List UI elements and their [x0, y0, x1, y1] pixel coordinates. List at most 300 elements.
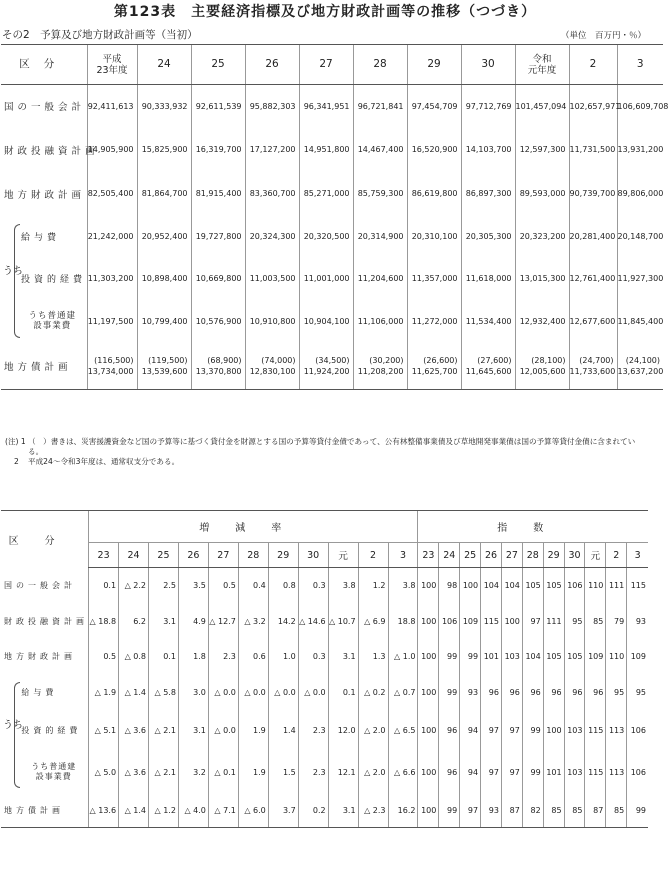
table-cell: 11,927,300 [617, 257, 663, 300]
rate-cell: △ 3.6 [119, 751, 149, 794]
page-title: 第123表 主要経済指標及び地方財政計画等の推移（つづき） [113, 4, 537, 20]
index-cell: 93 [481, 794, 502, 828]
year-header: 27 [501, 543, 522, 568]
note-text: 平成24～令和3年度は、通常収支分である。 [28, 457, 180, 466]
index-cell: 93 [627, 603, 648, 640]
table-cell: 86,897,300 [461, 172, 515, 216]
index-cell: 115 [481, 603, 502, 640]
rate-cell: 3.1 [178, 711, 208, 751]
index-cell: 85 [564, 794, 585, 828]
index-cell: 100 [418, 751, 439, 794]
table-cell: 89,593,000 [515, 172, 569, 216]
index-cell: 100 [418, 674, 439, 711]
table-cell: 14,905,900 [87, 128, 137, 172]
year-header-line: 2 [589, 58, 597, 70]
row-label: 投資的経費 [21, 274, 87, 285]
rate-cell: △ 5.8 [149, 674, 179, 711]
cell-value: 13,637,200 [617, 366, 664, 376]
year-header [299, 45, 353, 85]
index-cell: 97 [481, 711, 502, 751]
row-label: 財政投融資計画 [4, 616, 88, 626]
year-header: 24 [439, 543, 460, 568]
table-cell: 11,303,200 [87, 257, 137, 300]
rate-cell: 0.1 [89, 568, 119, 603]
index-cell: 100 [460, 568, 481, 603]
rate-cell: △ 6.0 [238, 794, 268, 828]
table-row [1, 300, 663, 343]
rate-cell: △ 2.1 [149, 751, 179, 794]
rate-cell: 2.3 [208, 640, 238, 674]
rate-cell: 12.0 [328, 711, 358, 751]
index-cell: 87 [585, 794, 606, 828]
table-cell: 86,619,800 [407, 172, 461, 216]
table-row [1, 674, 648, 711]
table-cell: 16,319,700 [191, 128, 245, 172]
index-cell: 99 [627, 794, 648, 828]
rate-cell: 4.9 [178, 603, 208, 640]
brace-label [1, 216, 21, 343]
rate-cell: 3.1 [328, 640, 358, 674]
rate-cell: 1.3 [358, 640, 388, 674]
year-header [569, 45, 617, 85]
year-header: 26 [481, 543, 502, 568]
year-header-line: 30 [481, 58, 495, 70]
year-header-line: 令和 [532, 53, 552, 65]
table-cell: 11,197,500 [87, 300, 137, 343]
table-cell: 20,323,200 [515, 216, 569, 257]
table-cell: 20,310,100 [407, 216, 461, 257]
table-cell: 10,799,400 [137, 300, 191, 343]
rate-cell: △ 1.2 [149, 794, 179, 828]
index-cell: 94 [460, 711, 481, 751]
year-header [353, 45, 407, 85]
rate-cell: 1.8 [178, 640, 208, 674]
year-header [461, 45, 515, 85]
rate-cell: 2.5 [149, 568, 179, 603]
table-cell: 20,952,400 [137, 216, 191, 257]
table-cell: 12,597,300 [515, 128, 569, 172]
table-cell: 85,759,300 [353, 172, 407, 216]
rate-cell: 12.1 [328, 751, 358, 794]
table-cell: 10,898,400 [137, 257, 191, 300]
index-cell: 115 [627, 568, 648, 603]
table-cell: 10,669,800 [191, 257, 245, 300]
table-cell: 11,357,000 [407, 257, 461, 300]
table-cell: 96,341,951 [299, 85, 353, 128]
rate-cell: △ 0.8 [119, 640, 149, 674]
year-header-line: 24 [157, 58, 171, 70]
rate-cell: 0.6 [238, 640, 268, 674]
table-cell: 11,618,000 [461, 257, 515, 300]
year-header: 28 [238, 543, 268, 568]
table-cell: 90,333,932 [137, 85, 191, 128]
index-cell: 96 [543, 674, 564, 711]
rate-cell: △ 1.0 [388, 640, 418, 674]
table-cell: 10,576,900 [191, 300, 245, 343]
table-cell: 11,845,400 [617, 300, 663, 343]
rate-index-table [1, 510, 648, 828]
index-cell: 109 [585, 640, 606, 674]
index-cell: 85 [585, 603, 606, 640]
row-label [21, 751, 88, 794]
table-row [1, 711, 648, 751]
index-cell: 97 [460, 794, 481, 828]
rate-cell: △ 14.6 [298, 603, 328, 640]
cell-paren-value: (68,900) [207, 355, 242, 365]
rate-cell: 18.8 [388, 603, 418, 640]
rate-cell: △ 6.9 [358, 603, 388, 640]
index-cell: 105 [522, 568, 543, 603]
index-cell: 100 [543, 711, 564, 751]
table-cell: 83,360,700 [245, 172, 299, 216]
index-cell: 95 [564, 603, 585, 640]
rate-cell: △ 12.7 [208, 603, 238, 640]
index-cell: 106 [627, 711, 648, 751]
table-cell: 14,951,800 [299, 128, 353, 172]
year-header-line: 平成 [102, 53, 122, 65]
rate-cell: △ 5.1 [89, 711, 119, 751]
index-cell: 96 [439, 711, 460, 751]
table-cell: 10,910,800 [245, 300, 299, 343]
rate-cell: 1.9 [238, 751, 268, 794]
row-label: 地方債計画 [1, 343, 87, 390]
cell-paren-value: (119,500) [148, 355, 188, 365]
rate-cell: 0.5 [89, 640, 119, 674]
rate-cell: 0.1 [149, 640, 179, 674]
table-cell [245, 343, 299, 390]
note-text: （ ）書きは、災害援護資金など国の予算等に基づく貸付金を財源とする国の予算等貸付金債であって、公有林整備事業債及び草地開発事業債は国の予算等貸付金債に含まれている。 [28, 437, 636, 456]
year-header-line: 28 [373, 58, 387, 70]
table-cell: 96,721,841 [353, 85, 407, 128]
rate-cell: △ 18.8 [89, 603, 119, 640]
index-cell: 101 [543, 751, 564, 794]
index-cell: 104 [501, 568, 522, 603]
index-cell: 106 [627, 751, 648, 794]
cell-value: 11,208,200 [357, 366, 404, 376]
rate-cell: 1.2 [358, 568, 388, 603]
year-header: 24 [119, 543, 149, 568]
table-row [1, 128, 663, 172]
year-header [245, 45, 299, 85]
index-cell: 106 [564, 568, 585, 603]
rate-cell: △ 7.1 [208, 794, 238, 828]
rate-cell: △ 0.0 [208, 711, 238, 751]
rate-cell: △ 3.2 [238, 603, 268, 640]
row-label-line: 設事業費 [35, 772, 72, 781]
table-cell: 12,932,400 [515, 300, 569, 343]
cell-value: 13,734,000 [87, 366, 134, 376]
index-cell: 106 [439, 603, 460, 640]
index-cell: 96 [481, 674, 502, 711]
year-header [515, 45, 569, 85]
index-cell: 115 [585, 711, 606, 751]
index-cell: 99 [439, 674, 460, 711]
rate-cell: △ 2.1 [149, 711, 179, 751]
year-header: 元 [585, 543, 606, 568]
table-cell: 20,324,300 [245, 216, 299, 257]
year-header: 2 [358, 543, 388, 568]
budget-table [1, 44, 668, 390]
table-row [1, 603, 648, 640]
brace-bracket [14, 682, 20, 788]
note-key: (注) 1 [5, 437, 26, 446]
cell-value: 11,625,700 [411, 366, 458, 376]
rate-cell: △ 0.1 [208, 751, 238, 794]
index-cell: 96 [585, 674, 606, 711]
rate-cell: 1.0 [268, 640, 298, 674]
rate-cell: 1.5 [268, 751, 298, 794]
table-cell: 90,739,700 [569, 172, 617, 216]
index-cell: 110 [606, 640, 627, 674]
table-cell [353, 343, 407, 390]
rate-cell: 0.2 [298, 794, 328, 828]
notes [2, 437, 648, 467]
table-cell: 11,003,500 [245, 257, 299, 300]
index-cell: 100 [418, 640, 439, 674]
table-cell [569, 343, 617, 390]
rate-cell: △ 1.4 [119, 674, 149, 711]
table-cell: 11,272,000 [407, 300, 461, 343]
row-label: 地方財政計画 [4, 652, 76, 661]
year-header: 30 [564, 543, 585, 568]
table-cell [515, 343, 569, 390]
index-cell: 104 [522, 640, 543, 674]
year-header [137, 45, 191, 85]
rate-cell: △ 10.7 [328, 603, 358, 640]
brace-label [1, 674, 21, 794]
cell-paren-value: (24,100) [625, 355, 660, 365]
table-cell [299, 343, 353, 390]
index-cell: 99 [522, 711, 543, 751]
rate-cell: △ 1.4 [119, 794, 149, 828]
rate-cell: △ 6.5 [388, 711, 418, 751]
rate-cell: 14.2 [268, 603, 298, 640]
rate-cell: 0.3 [298, 640, 328, 674]
rate-cell: △ 0.2 [358, 674, 388, 711]
table-row [1, 257, 663, 300]
table-cell: 10,904,100 [299, 300, 353, 343]
row-label: 国の一般会計 [4, 580, 76, 590]
year-header-line: 3 [636, 58, 644, 70]
group-header-rate: 増減率 [89, 511, 418, 543]
rate-cell: 0.8 [268, 568, 298, 603]
cell-value: 12,005,600 [519, 366, 566, 376]
rate-cell: 6.2 [119, 603, 149, 640]
index-cell: 82 [522, 794, 543, 828]
row-label: 給与費 [21, 687, 58, 697]
index-cell: 96 [522, 674, 543, 711]
index-cell: 94 [460, 751, 481, 794]
year-header: 26 [178, 543, 208, 568]
index-cell: 113 [606, 711, 627, 751]
rate-cell: △ 0.0 [268, 674, 298, 711]
table-row [1, 794, 648, 828]
cell-paren-value: (74,000) [261, 355, 296, 365]
table-row [1, 343, 663, 390]
section-subtitle: その2 予算及び地方財政計画等（当初） [2, 29, 198, 41]
table-cell: 14,103,700 [461, 128, 515, 172]
index-cell: 100 [418, 711, 439, 751]
year-header: 23 [89, 543, 119, 568]
table-row [1, 85, 663, 128]
rate-cell: △ 13.6 [89, 794, 119, 828]
table-cell: 20,314,900 [353, 216, 407, 257]
table-cell: 97,712,769 [461, 85, 515, 128]
table-cell [461, 343, 515, 390]
year-header: 30 [298, 543, 328, 568]
index-cell: 79 [606, 603, 627, 640]
table-cell: 20,320,500 [299, 216, 353, 257]
index-cell: 97 [522, 603, 543, 640]
rate-cell: △ 2.2 [119, 568, 149, 603]
rate-cell: 3.0 [178, 674, 208, 711]
rate-cell: 3.1 [149, 603, 179, 640]
year-header [407, 45, 461, 85]
cell-paren-value: (26,600) [423, 355, 458, 365]
row-label: 国の一般会計 [4, 102, 86, 114]
index-cell: 115 [585, 751, 606, 794]
index-cell: 105 [564, 640, 585, 674]
rate-cell: 3.7 [268, 794, 298, 828]
index-cell: 111 [606, 568, 627, 603]
table-cell: 89,806,000 [617, 172, 663, 216]
cell-value: 11,733,600 [569, 366, 616, 376]
year-header-line: 27 [319, 58, 333, 70]
rate-cell: △ 3.6 [119, 711, 149, 751]
rate-cell: △ 0.0 [298, 674, 328, 711]
table-cell: 12,761,400 [569, 257, 617, 300]
table-cell: 20,281,400 [569, 216, 617, 257]
cell-value: 13,539,600 [141, 366, 188, 376]
table-cell: 19,727,800 [191, 216, 245, 257]
header-corner: 区分 [1, 45, 87, 85]
brace-bracket [14, 224, 20, 338]
rate-cell: △ 2.3 [358, 794, 388, 828]
note-2 [2, 457, 648, 467]
rate-cell: △ 4.0 [178, 794, 208, 828]
year-header [191, 45, 245, 85]
year-header-line: 25 [211, 58, 225, 70]
table-cell: 92,411,613 [87, 85, 137, 128]
index-cell: 109 [627, 640, 648, 674]
cell-paren-value: (24,700) [579, 355, 614, 365]
year-header: 29 [543, 543, 564, 568]
row-label: 地方債計画 [1, 794, 89, 828]
index-cell: 113 [606, 751, 627, 794]
rate-cell: 0.5 [208, 568, 238, 603]
table-cell: 81,915,400 [191, 172, 245, 216]
cell-paren-value: (30,200) [369, 355, 404, 365]
index-cell: 101 [481, 640, 502, 674]
index-cell: 104 [481, 568, 502, 603]
index-cell: 99 [439, 794, 460, 828]
rate-cell: 2.3 [298, 711, 328, 751]
table-cell: 14,467,400 [353, 128, 407, 172]
table-cell [407, 343, 461, 390]
table-cell: 101,457,094 [515, 85, 569, 128]
rate-cell: 3.8 [328, 568, 358, 603]
cell-paren-value: (116,500) [94, 355, 134, 365]
index-cell: 95 [627, 674, 648, 711]
note-1 [2, 437, 648, 457]
table-cell: 81,864,700 [137, 172, 191, 216]
cell-value: 12,830,100 [249, 366, 296, 376]
brace-text: うち [3, 265, 23, 277]
rate-cell: △ 6.6 [388, 751, 418, 794]
table-cell [137, 343, 191, 390]
rate-cell: 2.3 [298, 751, 328, 794]
unit-note: （単位 百万円・％） [560, 31, 646, 41]
row-label: 地方財政計画 [4, 189, 86, 201]
index-cell: 100 [418, 794, 439, 828]
index-cell: 109 [460, 603, 481, 640]
year-header: 27 [208, 543, 238, 568]
cell-paren-value: (27,600) [477, 355, 512, 365]
header-corner: 区分 [1, 511, 89, 568]
rate-cell: 1.9 [238, 711, 268, 751]
rate-cell: 0.1 [328, 674, 358, 711]
rate-cell: 3.2 [178, 751, 208, 794]
year-header: 29 [268, 543, 298, 568]
table-cell: 11,001,000 [299, 257, 353, 300]
year-header-line: 23年度 [96, 64, 128, 76]
row-label: 給与費 [21, 232, 61, 243]
index-cell: 87 [501, 794, 522, 828]
table-cell: 13,931,200 [617, 128, 663, 172]
index-cell: 100 [501, 603, 522, 640]
table-cell: 20,305,300 [461, 216, 515, 257]
table-cell: 11,534,400 [461, 300, 515, 343]
rate-cell: △ 2.0 [358, 711, 388, 751]
year-header [87, 45, 137, 85]
table-cell: 11,204,600 [353, 257, 407, 300]
index-cell: 85 [543, 794, 564, 828]
index-cell: 99 [460, 640, 481, 674]
table-cell: 12,677,600 [569, 300, 617, 343]
table-cell: 97,454,709 [407, 85, 461, 128]
index-cell: 96 [501, 674, 522, 711]
table-row [1, 216, 663, 257]
table-row [1, 751, 648, 794]
table-cell: 102,657,971 [569, 85, 617, 128]
table-cell: 106,609,708 [617, 85, 663, 128]
brace-text: うち [3, 719, 23, 731]
row-label [21, 300, 87, 343]
index-cell: 99 [439, 640, 460, 674]
index-cell: 85 [606, 794, 627, 828]
index-cell: 100 [418, 603, 439, 640]
table-cell: 85,271,000 [299, 172, 353, 216]
rate-cell: △ 2.0 [358, 751, 388, 794]
rate-cell: 1.4 [268, 711, 298, 751]
table-cell: 82,505,400 [87, 172, 137, 216]
rate-cell: 0.4 [238, 568, 268, 603]
year-header: 3 [388, 543, 418, 568]
table-cell: 13,015,300 [515, 257, 569, 300]
table-cell: 11,106,000 [353, 300, 407, 343]
index-cell: 97 [481, 751, 502, 794]
year-header: 2 [606, 543, 627, 568]
rate-cell: 3.1 [328, 794, 358, 828]
index-cell: 97 [501, 711, 522, 751]
index-cell: 96 [564, 674, 585, 711]
row-label-line: うち普通建 [28, 311, 76, 321]
cell-value: 11,645,600 [465, 366, 512, 376]
year-header: 3 [627, 543, 648, 568]
table-cell: 92,611,539 [191, 85, 245, 128]
year-header-line: 29 [427, 58, 441, 70]
rate-cell: 3.8 [388, 568, 418, 603]
